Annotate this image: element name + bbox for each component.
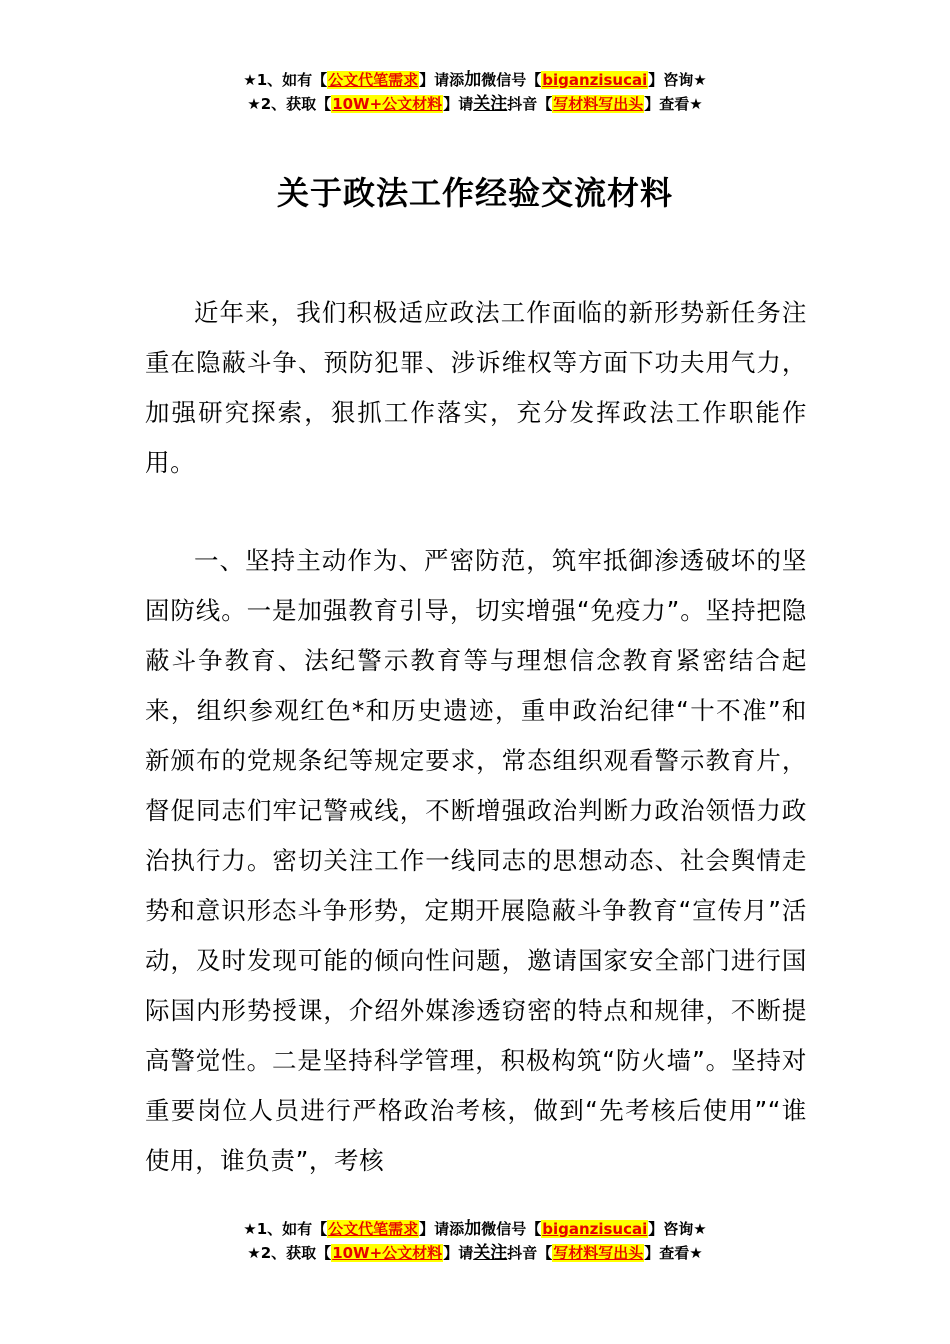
document-title: 关于政法工作经验交流材料 (276, 174, 673, 213)
promo-highlight-materials: 10W+公文材料 (332, 1244, 443, 1262)
promo-highlight-wechat-id: biganzisucai (542, 71, 648, 89)
promo-highlight-wechat-id: biganzisucai (542, 1220, 648, 1238)
footer-promo-banner (0, 1217, 950, 1265)
promo-highlight-materials: 10W+公文材料 (332, 95, 443, 113)
header-promo-banner (0, 68, 950, 116)
promo-line-2: ★2、获取【10W+公文材料】请关注抖音【写材料写出头】查看★ (247, 94, 703, 114)
intro-paragraph: 近年来，我们积极适应政法工作面临的新形势新任务注重在隐蔽斗争、预防犯罪、涉诉维权等方面下功夫用气力，加强研究探索，狠抓工作落实，充分发挥政法工作职能作用。 (145, 298, 807, 477)
promo-highlight-service: 公文代笔需求 (328, 1220, 419, 1238)
promo-highlight-service: 公文代笔需求 (328, 71, 419, 89)
promo-line-1: ★1、如有【公文代笔需求】请添加微信号【biganzisucai】咨询★ (243, 70, 707, 90)
section-one-paragraph: 一、坚持主动作为、严密防范，筑牢抵御渗透破坏的坚固防线。一是加强教育引导，切实增强“免疫力”。坚持把隐蔽斗争教育、法纪警示教育等与理想信念教育紧密结合起来，组织参观红色*和历史遗迹，重申政治纪律“十不准”和新颁布的党规条纪等规定要求，常态组织观看警示教育片，督促同志们牢记警戒线，不断增强政治判断力政治领悟力政治执行力。密切关注工作一线同志的思想动态、社会舆情走势和意识形态斗争形势，定期开展隐蔽斗争教育“宣传月”活动，及时发现可能的倾向性问题，邀请国家安全部门进行国际国内形势授课，介绍外媒渗透窃密的特点和规律，不断提高警觉性。二是坚持科学管理，积极构筑“防火墙”。坚持对重要岗位人员进行严格政治考核，做到“先考核后使用”“谁使用，谁负责”，考核 (145, 546, 807, 1175)
promo-line-1: ★1、如有【公文代笔需求】请添加微信号【biganzisucai】咨询★ (243, 1219, 707, 1239)
promo-line-2: ★2、获取【10W+公文材料】请关注抖音【写材料写出头】查看★ (247, 1243, 703, 1263)
promo-highlight-douyin: 写材料写出头 (553, 1244, 644, 1262)
promo-highlight-douyin: 写材料写出头 (553, 95, 644, 113)
